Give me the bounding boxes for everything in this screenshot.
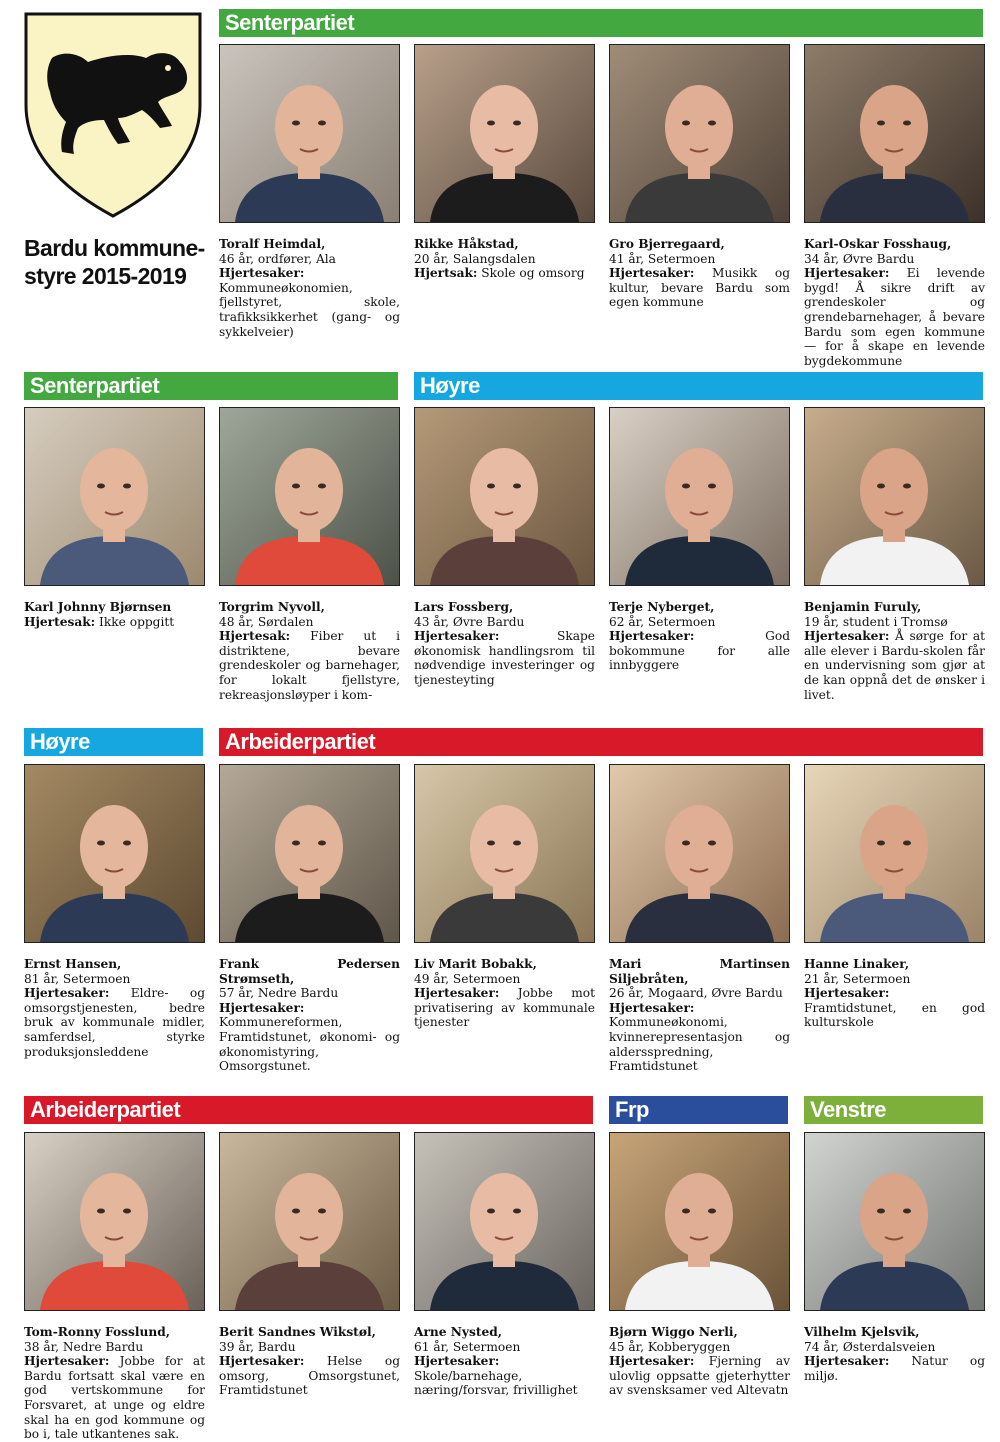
member-issues: Ikke oppgitt — [95, 614, 175, 629]
member-card — [414, 1132, 595, 1398]
party-bar-arbeiderpartiet: Arbeiderpartiet — [24, 1096, 593, 1124]
member-card — [219, 1132, 400, 1398]
member-photo — [414, 764, 595, 943]
member-photo — [219, 407, 400, 586]
member-issues-label: Hjertesaker: — [24, 1354, 110, 1369]
member-issues: Jobbe mot privatisering av kommunale tjenester — [414, 986, 595, 1030]
member-photo — [414, 407, 595, 586]
member-issues: Kommuneøkonomi, kvinnerepresentasjon og aldersspredning, Framtidstunet — [609, 1015, 790, 1074]
member-card — [219, 44, 400, 339]
member-name: Vilhelm Kjelsvik, — [804, 1325, 920, 1339]
member-issues-label: Hjertesak: — [24, 614, 96, 629]
member-issues-label: Hjertesaker: — [804, 266, 890, 281]
member-photo — [219, 764, 400, 943]
member-card — [24, 407, 205, 629]
member-photo — [609, 44, 790, 223]
member-info: 57 år, Nedre Bardu — [219, 986, 339, 1001]
member-photo — [219, 1132, 400, 1311]
member-issues-label: Hjertesaker: — [804, 986, 890, 1001]
member-issues-label: Hjertesaker: — [219, 1354, 305, 1369]
member-name: Karl-Oskar Fosshaug, — [804, 237, 952, 251]
member-issues-label: Hjertsak: — [414, 266, 478, 281]
member-text — [804, 1325, 985, 1383]
member-name: Liv Marit Bobakk, — [414, 957, 537, 971]
member-text — [609, 237, 790, 310]
member-name: Karl Johnny Bjørnsen — [24, 600, 172, 614]
member-info: 34 år, Øvre Bardu — [804, 251, 915, 266]
member-name: Ernst Hansen, — [24, 957, 122, 971]
member-info: 62 år, Setermoen — [609, 614, 716, 629]
member-issues-label: Hjertesaker: — [414, 986, 500, 1001]
member-photo — [414, 1132, 595, 1311]
member-info: 46 år, ordfører, Ala — [219, 251, 336, 266]
member-photo — [24, 407, 205, 586]
member-info: 20 år, Salangsdalen — [414, 251, 536, 266]
member-text — [804, 237, 985, 368]
member-text — [219, 237, 400, 339]
member-name: Lars Fossberg, — [414, 600, 514, 614]
member-issues: Eldre- og omsorgstjenesten, bedre bruk av kommunale midler, samferdsel, styrke produksjonsleddene — [24, 986, 205, 1059]
member-info: 49 år, Setermoen — [414, 971, 521, 986]
member-issues-label: Hjertesaker: — [804, 1354, 890, 1369]
member-issues: Jobbe for at Bardu fortsatt skal være en god vertskommune for Forsvaret, at unge og eldre skal ha en god kommune og bo i, tale utkantenes sak. — [24, 1354, 205, 1442]
member-name: Arne Nysted, — [414, 1325, 502, 1339]
party-bar-venstre: Venstre — [804, 1096, 983, 1124]
page-title — [24, 234, 205, 290]
member-card — [24, 1132, 205, 1442]
member-photo — [24, 1132, 205, 1311]
member-issues-label: Hjertesaker: — [609, 629, 695, 644]
member-name: Mari Martinsen Siljebråten, — [609, 957, 790, 986]
member-issues: Framtidstunet, en god kulturskole — [804, 1000, 985, 1030]
party-bar-hoyre: Høyre — [24, 728, 203, 756]
member-name: Toralf Heimdal, — [219, 237, 326, 251]
member-text — [414, 957, 595, 1030]
member-name: Torgrim Nyvoll, — [219, 600, 325, 614]
member-issues-label: Hjertesaker: — [414, 1354, 500, 1369]
member-card — [414, 44, 595, 281]
member-name: Rikke Håkstad, — [414, 237, 519, 251]
member-issues: Skole og omsorg — [477, 266, 585, 281]
member-card — [414, 407, 595, 688]
member-name: Bjørn Wiggo Nerli, — [609, 1325, 738, 1339]
member-photo — [219, 44, 400, 223]
member-info: 26 år, Mogaard, Øvre Bardu — [609, 986, 783, 1001]
member-card — [804, 1132, 985, 1383]
member-info: 74 år, Østerdalsveien — [804, 1339, 936, 1354]
member-card — [804, 407, 985, 702]
member-issues-label: Hjertesaker: — [609, 1000, 695, 1015]
member-issues: God bokommune for alle innbyggere — [609, 629, 790, 673]
member-text — [804, 600, 985, 702]
member-issues-label: Hjertesaker: — [414, 629, 500, 644]
member-issues: Ei levende bygd! Å sikre drift av grendeskoler og grendebarnehager, å bevare Bardu som egen kommune — for å skape en levende bygdekommune — [804, 266, 985, 368]
member-photo — [804, 1132, 985, 1311]
member-issues-label: Hjertesaker: — [609, 1354, 695, 1369]
member-issues-label: Hjertesaker: — [219, 266, 305, 281]
member-text — [219, 600, 400, 702]
member-issues: Helse og omsorg, Omsorgstunet, Framtidstunet — [219, 1354, 400, 1398]
member-text — [609, 600, 790, 673]
member-name: Gro Bjerregaard, — [609, 237, 725, 251]
member-text — [414, 1325, 595, 1398]
party-bar-senterpartiet: Senterpartiet — [24, 372, 398, 400]
member-card — [804, 44, 985, 368]
member-card — [24, 764, 205, 1059]
member-photo — [609, 1132, 790, 1311]
member-text — [219, 1325, 400, 1398]
party-bar-arbeiderpartiet: Arbeiderpartiet — [219, 728, 983, 756]
member-info: 48 år, Sørdalen — [219, 614, 314, 629]
member-text — [804, 957, 985, 1030]
member-text — [24, 600, 205, 629]
member-photo — [804, 407, 985, 586]
member-photo — [414, 44, 595, 223]
member-text — [24, 1325, 205, 1442]
member-info: 41 år, Setermoen — [609, 251, 716, 266]
coat-of-arms — [22, 10, 204, 224]
member-name: Frank Pedersen Strømseth, — [219, 957, 400, 986]
member-issues: Fiber ut i distriktene, bevare grendeskoler og barnehager, for lokalt fjellstyre, rekreasjonsløyper i kom- — [219, 629, 400, 702]
member-card — [609, 1132, 790, 1398]
party-bar-hoyre: Høyre — [414, 372, 983, 400]
member-text — [414, 237, 595, 281]
member-name: Tom-Ronny Fosslund, — [24, 1325, 171, 1339]
member-issues-label: Hjertesaker: — [219, 1000, 305, 1015]
member-issues: Å sørge for at alle elever i Bardu-skolen får en undervisning som gjør at de kan oppnå det de ønsker i livet. — [804, 629, 985, 702]
page-title-line1: Bardu kommune- — [24, 235, 205, 261]
page-title-line2: styre 2015-2019 — [24, 263, 187, 289]
member-info: 45 år, Kobberyggen — [609, 1339, 731, 1354]
member-issues-label: Hjertesaker: — [609, 266, 695, 281]
member-issues: Musikk og kultur, bevare Bardu som egen kommune — [609, 266, 790, 310]
member-photo — [804, 44, 985, 223]
party-bar-senterpartiet: Senterpartiet — [219, 9, 983, 37]
member-card — [219, 764, 400, 1074]
member-card — [609, 407, 790, 673]
member-info: 61 år, Setermoen — [414, 1339, 521, 1354]
member-photo — [24, 764, 205, 943]
member-name: Hanne Linaker, — [804, 957, 910, 971]
member-info: 43 år, Øvre Bardu — [414, 614, 525, 629]
member-card — [219, 407, 400, 702]
member-card — [609, 44, 790, 310]
member-issues-label: Hjertesak: — [219, 629, 291, 644]
member-info: 19 år, student i Tromsø — [804, 614, 948, 629]
member-issues: Fjerning av ulovlig oppsatte gjeterhytter av svensksamer ved Altevatn — [609, 1354, 790, 1398]
member-text — [609, 1325, 790, 1398]
party-bar-frp: Frp — [609, 1096, 788, 1124]
member-photo — [609, 764, 790, 943]
member-issues: Skole/barnehage, næring/forsvar, frivillighet — [414, 1368, 578, 1398]
member-card — [609, 764, 790, 1074]
member-info: 81 år, Setermoen — [24, 971, 131, 986]
member-issues-label: Hjertesaker: — [804, 629, 890, 644]
member-card — [414, 764, 595, 1030]
member-issues: Natur og miljø. — [804, 1354, 985, 1383]
member-issues: Kommuneøkonomien, fjellstyret, skole, trafikksikkerhet (gang- og sykkelveier) — [219, 280, 400, 339]
member-card — [804, 764, 985, 1030]
member-name: Terje Nyberget, — [609, 600, 715, 614]
member-photo — [609, 407, 790, 586]
member-photo — [804, 764, 985, 943]
member-issues: Skape økonomisk handlingsrom til nødvendige investeringer og tjenesteyting — [414, 629, 595, 687]
member-text — [414, 600, 595, 688]
member-text — [24, 957, 205, 1059]
member-info: 39 år, Bardu — [219, 1339, 296, 1354]
member-info: 21 år, Setermoen — [804, 971, 911, 986]
member-issues: Kommunereformen, Framtidstunet, økonomi- og økonomistyring, Omsorgstunet. — [219, 1015, 400, 1074]
member-name: Berit Sandnes Wikstøl, — [219, 1325, 376, 1339]
member-info: 38 år, Nedre Bardu — [24, 1339, 144, 1354]
member-issues-label: Hjertesaker: — [24, 986, 110, 1001]
member-text — [219, 957, 400, 1074]
member-text — [609, 957, 790, 1074]
member-name: Benjamin Furuly, — [804, 600, 922, 614]
